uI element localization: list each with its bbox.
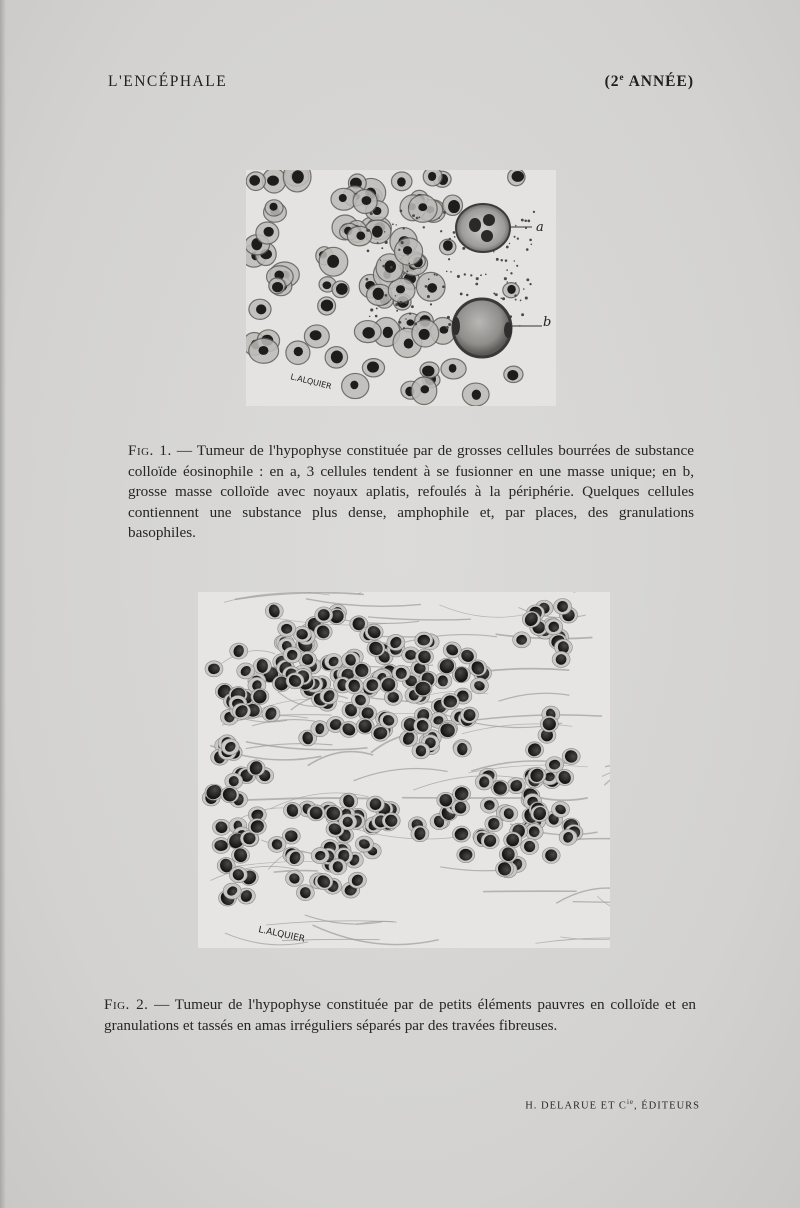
colloid-mass-b [452,299,512,357]
figure-1-micrograph [246,170,556,406]
label-b: b [543,315,552,330]
running-head [108,72,694,91]
publisher-imprint: H. DELARUE ET $C^{ie}$, ÉDITEURS [525,1098,700,1112]
year-indicator: (2e ANNÉE) [604,72,694,91]
artist-signature-2: L.ALQUIER [257,925,306,945]
figure-2-drawing [198,592,610,948]
figure-1-number: Fig. 1. [128,442,172,460]
figure-1-caption [128,441,694,544]
figure-2-micrograph [198,592,610,948]
figure-2-number: Fig. 2. [104,996,149,1014]
figure-2-caption [104,995,696,1036]
figure-1-caption-text: — Tumeur de l'hypophyse constituée par de grosses cellules bourrées de substance colloïde éosinophile : en a, 3 cellules tendent à se fusionner en une masse unique; en b, grosse masse colloïde avec noyaux aplatis, refoulés à la périphérie. Quelques cellules contiennent une substance plus dense, amphophile et, par places, des granulations basophiles. [128,442,694,542]
journal-title: L'ENCÉPHALE [108,73,228,91]
fusing-cells-a [456,204,510,252]
label-a: a [536,220,544,235]
artist-signature-1: L.ALQUIER [289,372,333,392]
figure-1-drawing [246,170,556,406]
figure-2-caption-text: — Tumeur de l'hypophyse constituée par de petits éléments pauvres en colloïde et en granulations et tassés en amas irréguliers séparés par des travées fibreuses. [104,996,696,1034]
